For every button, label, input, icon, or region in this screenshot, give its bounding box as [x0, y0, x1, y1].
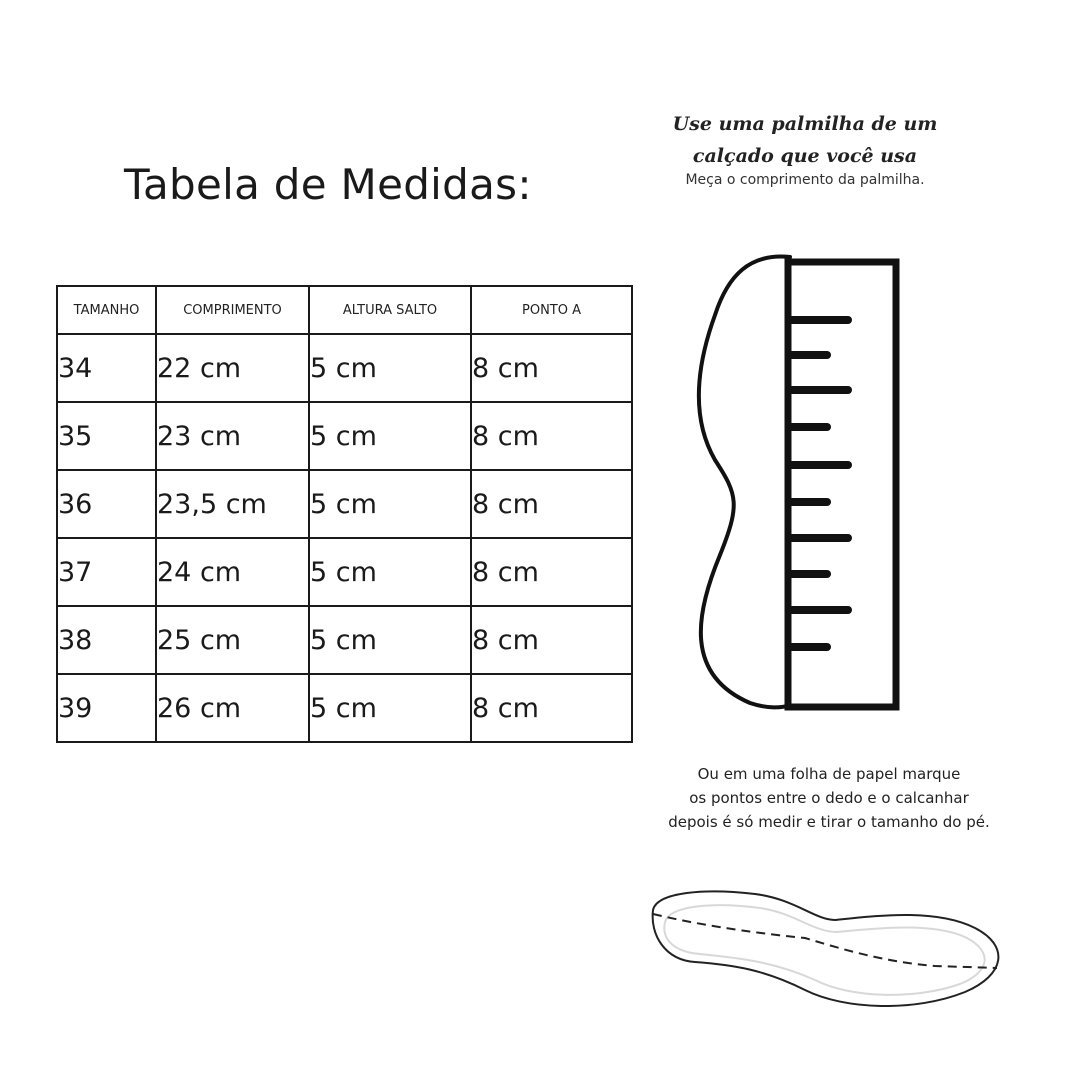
header-tamanho: TAMANHO [57, 286, 156, 334]
header-comprimento: COMPRIMENTO [156, 286, 309, 334]
page-title: Tabela de Medidas: [124, 160, 532, 209]
size-table [56, 285, 633, 743]
cell-point-a: 8 cm [471, 674, 632, 742]
cell-size: 37 [57, 538, 156, 606]
cell-length: 23,5 cm [156, 470, 309, 538]
cell-heel-height: 5 cm [309, 334, 471, 402]
cell-size: 34 [57, 334, 156, 402]
cell-length: 23 cm [156, 402, 309, 470]
table-row [57, 402, 632, 470]
insole-footprint-icon [645, 880, 1010, 1020]
cell-length: 26 cm [156, 674, 309, 742]
insole-ruler-icon [690, 245, 910, 715]
cell-length: 25 cm [156, 606, 309, 674]
table-row [57, 674, 632, 742]
cell-point-a: 8 cm [471, 538, 632, 606]
cell-size: 38 [57, 606, 156, 674]
cell-heel-height: 5 cm [309, 674, 471, 742]
cell-heel-height: 5 cm [309, 606, 471, 674]
cell-heel-height: 5 cm [309, 470, 471, 538]
cell-length: 24 cm [156, 538, 309, 606]
note-line-1: Ou em uma folha de papel marque [697, 765, 961, 783]
table-header-row [57, 286, 632, 334]
note-line-3: depois é só medir e tirar o tamanho do pé. [668, 813, 990, 831]
cell-point-a: 8 cm [471, 606, 632, 674]
tip-heading [640, 108, 970, 172]
cell-length: 22 cm [156, 334, 309, 402]
cell-size: 39 [57, 674, 156, 742]
table-row [57, 538, 632, 606]
measurement-tip [640, 108, 970, 188]
note-line-2: os pontos entre o dedo e o calcanhar [689, 789, 969, 807]
table-row [57, 334, 632, 402]
header-altura-salto: ALTURA SALTO [309, 286, 471, 334]
cell-heel-height: 5 cm [309, 538, 471, 606]
paper-method-note [640, 762, 1018, 834]
tip-heading-line-2: calçado que você usa [692, 145, 918, 167]
header-ponto-a: PONTO A [471, 286, 632, 334]
cell-size: 35 [57, 402, 156, 470]
tip-subtitle: Meça o comprimento da palmilha. [685, 172, 925, 188]
cell-size: 36 [57, 470, 156, 538]
table-row [57, 606, 632, 674]
cell-point-a: 8 cm [471, 334, 632, 402]
table-row [57, 470, 632, 538]
tip-heading-line-1: Use uma palmilha de um [672, 113, 938, 135]
cell-heel-height: 5 cm [309, 402, 471, 470]
cell-point-a: 8 cm [471, 470, 632, 538]
cell-point-a: 8 cm [471, 402, 632, 470]
